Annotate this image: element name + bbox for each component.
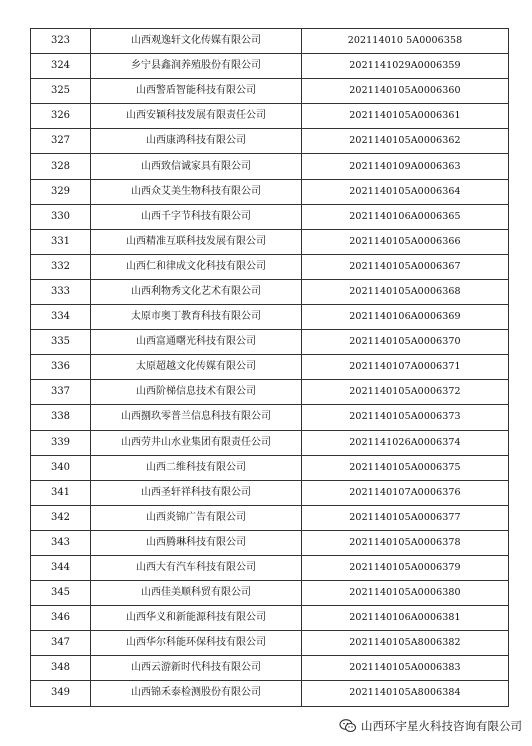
registration-code: 202114010 5A0006358 xyxy=(302,29,509,54)
company-name: 山西安颖科技发展有限责任公司 xyxy=(91,104,302,129)
registration-code: 2021141026A0006374 xyxy=(302,430,509,455)
row-number: 339 xyxy=(31,430,91,455)
row-number: 340 xyxy=(31,455,91,480)
company-name: 山西华义和新能源科技有限公司 xyxy=(91,606,302,631)
table-row xyxy=(31,279,509,304)
registration-code: 2021140105A0006375 xyxy=(302,455,509,480)
row-number: 338 xyxy=(31,405,91,430)
table-row xyxy=(31,104,509,129)
company-name: 太原市奥丁教育科技有限公司 xyxy=(91,305,302,330)
table-row xyxy=(31,581,509,606)
row-number: 323 xyxy=(31,29,91,54)
registration-code: 2021140105A0006370 xyxy=(302,330,509,355)
row-number: 343 xyxy=(31,530,91,555)
table-row xyxy=(31,631,509,656)
registration-code: 2021140105A0006368 xyxy=(302,279,509,304)
table-row xyxy=(31,681,509,706)
company-name: 乡宁县鑫润养殖股份有限公司 xyxy=(91,54,302,79)
table-row xyxy=(31,305,509,330)
company-name: 山西云游新时代科技有限公司 xyxy=(91,656,302,681)
row-number: 341 xyxy=(31,480,91,505)
row-number: 349 xyxy=(31,681,91,706)
wechat-watermark xyxy=(339,718,522,734)
table-row xyxy=(31,330,509,355)
row-number: 334 xyxy=(31,305,91,330)
company-name: 山西捌玖零普兰信息科技有限公司 xyxy=(91,405,302,430)
wechat-icon xyxy=(339,718,357,734)
company-name: 山西警盾智能科技有限公司 xyxy=(91,79,302,104)
row-number: 331 xyxy=(31,229,91,254)
registration-code: 2021140105A0006373 xyxy=(302,405,509,430)
table-row xyxy=(31,154,509,179)
table-body xyxy=(31,29,509,707)
table-row xyxy=(31,606,509,631)
row-number: 347 xyxy=(31,631,91,656)
company-name: 山西华尔科能环保科技有限公司 xyxy=(91,631,302,656)
company-name: 山西观逸轩文化传媒有限公司 xyxy=(91,29,302,54)
company-name: 山西劳井山水业集团有限责任公司 xyxy=(91,430,302,455)
company-name: 山西佳美顺科贸有限公司 xyxy=(91,581,302,606)
registration-code: 2021140105A0006364 xyxy=(302,179,509,204)
company-name: 山西仁和律成文化科技有限公司 xyxy=(91,254,302,279)
table-row xyxy=(31,29,509,54)
row-number: 335 xyxy=(31,330,91,355)
table-row xyxy=(31,229,509,254)
registration-code: 2021140106A0006369 xyxy=(302,305,509,330)
registration-code: 2021140106A0006365 xyxy=(302,204,509,229)
row-number: 327 xyxy=(31,129,91,154)
row-number: 329 xyxy=(31,179,91,204)
table-row xyxy=(31,79,509,104)
registration-code: 2021140105A0006360 xyxy=(302,79,509,104)
registration-code: 2021140105A0006377 xyxy=(302,505,509,530)
table-row xyxy=(31,555,509,580)
registration-code: 2021140107A0006371 xyxy=(302,355,509,380)
company-name: 山西致信诚家具有限公司 xyxy=(91,154,302,179)
row-number: 324 xyxy=(31,54,91,79)
registration-code: 2021140105A8006384 xyxy=(302,681,509,706)
registration-code: 2021140105A8006382 xyxy=(302,631,509,656)
company-registry-table xyxy=(30,28,509,707)
company-name: 山西千字节科技有限公司 xyxy=(91,204,302,229)
table-row xyxy=(31,179,509,204)
company-name: 山西锦禾泰检测股份有限公司 xyxy=(91,681,302,706)
watermark-text: 山西环宇星火科技咨询有限公司 xyxy=(361,719,522,733)
row-number: 342 xyxy=(31,505,91,530)
row-number: 337 xyxy=(31,380,91,405)
registration-code: 2021140109A0006363 xyxy=(302,154,509,179)
company-name: 山西富通曙光科技有限公司 xyxy=(91,330,302,355)
company-name: 山西利物秀文化艺术有限公司 xyxy=(91,279,302,304)
company-name: 太原超越文化传媒有限公司 xyxy=(91,355,302,380)
row-number: 325 xyxy=(31,79,91,104)
company-name: 山西精准互联科技发展有限公司 xyxy=(91,229,302,254)
table-row xyxy=(31,430,509,455)
table-row xyxy=(31,480,509,505)
registration-code: 2021140105A0006378 xyxy=(302,530,509,555)
registration-code: 2021141029A0006359 xyxy=(302,54,509,79)
row-number: 346 xyxy=(31,606,91,631)
company-name: 山西圣轩祥科技有限公司 xyxy=(91,480,302,505)
company-name: 山西二维科技有限公司 xyxy=(91,455,302,480)
registration-code: 2021140105A0006361 xyxy=(302,104,509,129)
registration-code: 2021140105A0006367 xyxy=(302,254,509,279)
row-number: 332 xyxy=(31,254,91,279)
company-name: 山西腾琳科技有限公司 xyxy=(91,530,302,555)
company-name: 山西大有汽车科技有限公司 xyxy=(91,555,302,580)
table-row xyxy=(31,204,509,229)
table-row xyxy=(31,129,509,154)
row-number: 326 xyxy=(31,104,91,129)
row-number: 333 xyxy=(31,279,91,304)
registration-code: 2021140105A0006383 xyxy=(302,656,509,681)
company-name: 山西阶梯信息技术有限公司 xyxy=(91,380,302,405)
company-name: 山西炎锦广告有限公司 xyxy=(91,505,302,530)
table-row xyxy=(31,656,509,681)
registration-code: 2021140106A0006381 xyxy=(302,606,509,631)
company-name: 山西众艾美生物科技有限公司 xyxy=(91,179,302,204)
row-number: 330 xyxy=(31,204,91,229)
company-name: 山西康鸿科技有限公司 xyxy=(91,129,302,154)
table-row xyxy=(31,355,509,380)
table-row xyxy=(31,530,509,555)
registration-code: 2021140105A0006362 xyxy=(302,129,509,154)
registration-code: 2021140107A0006376 xyxy=(302,480,509,505)
registration-code: 2021140105A0006379 xyxy=(302,555,509,580)
registration-code: 2021140105A0006366 xyxy=(302,229,509,254)
row-number: 345 xyxy=(31,581,91,606)
registration-code: 2021140105A0006372 xyxy=(302,380,509,405)
table-row xyxy=(31,405,509,430)
row-number: 336 xyxy=(31,355,91,380)
row-number: 348 xyxy=(31,656,91,681)
row-number: 328 xyxy=(31,154,91,179)
table-row xyxy=(31,380,509,405)
table-row xyxy=(31,254,509,279)
registration-code: 2021140105A0006380 xyxy=(302,581,509,606)
table-row xyxy=(31,54,509,79)
table-row xyxy=(31,505,509,530)
table-row xyxy=(31,455,509,480)
row-number: 344 xyxy=(31,555,91,580)
